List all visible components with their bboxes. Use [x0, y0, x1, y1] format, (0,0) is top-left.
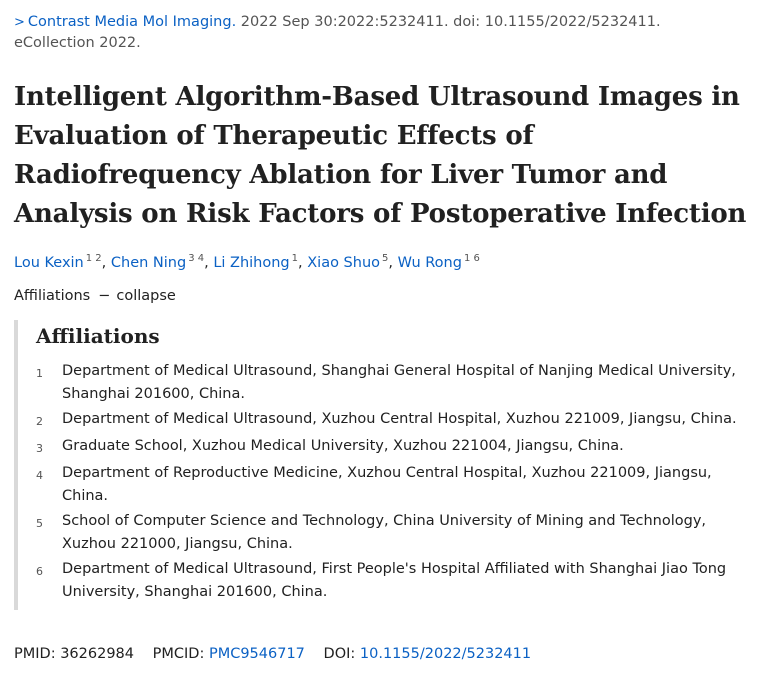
affiliation-number: 3	[36, 442, 43, 455]
affiliation-number: 1	[36, 367, 43, 380]
affiliation-text: Department of Medical Ultrasound, First People's Hospital Affiliated with Shanghai Jiao Tong University, Shanghai 201600, China.	[62, 561, 727, 600]
affiliation-item	[36, 462, 750, 508]
ecollection: eCollection 2022.	[14, 35, 141, 51]
chevron-right-icon: >	[14, 15, 25, 30]
affiliations-toggle-label: Affiliations	[14, 288, 91, 304]
author-link[interactable]: Chen Ning	[110, 255, 187, 271]
pmcid-label: PMCID:	[152, 646, 205, 662]
pmcid-link[interactable]: PMC9546717	[208, 646, 305, 662]
author-link[interactable]: Xiao Shuo	[307, 255, 381, 271]
author-list: Lou Kexin $^{1 2}$, Chen Ning $^{3 4}$, Li Zhihong $^1$, Xiao Shuo $^5$, Wu Rong $^{1 6}$	[14, 253, 480, 271]
affiliations-panel	[14, 320, 750, 610]
citation-details: 2022 Sep 30:2022:5232411. doi: 10.1155/2022/5232411.	[236, 14, 661, 30]
affiliation-number: 6	[36, 565, 43, 578]
affiliations-toggle[interactable]	[14, 288, 750, 304]
citation	[14, 12, 750, 54]
affiliation-number: 5	[36, 517, 43, 530]
doi-label: DOI:	[323, 646, 356, 662]
author-affiliation-ref[interactable]: 3 4	[188, 253, 205, 264]
author-link[interactable]: Li Zhihong	[213, 255, 290, 271]
affiliation-text: Department of Reproductive Medicine, Xuzhou Central Hospital, Xuzhou 221009, Jiangsu, China.	[62, 465, 712, 504]
collapse-link[interactable]: collapse	[116, 288, 176, 304]
journal-link[interactable]: Contrast Media Mol Imaging.	[27, 14, 237, 30]
author-link[interactable]: Wu Rong	[397, 255, 462, 271]
affiliation-text: Department of Medical Ultrasound, Shanghai General Hospital of Nanjing Medical University, Shanghai 201600, China.	[62, 363, 736, 402]
author-affiliation-ref[interactable]: 1 6	[463, 253, 480, 264]
author-affiliation-ref[interactable]: 1 2	[85, 253, 102, 264]
doi-link[interactable]: 10.1155/2022/5232411	[359, 646, 532, 662]
article-title: Intelligent Algorithm-Based Ultrasound Images in Evaluation of Therapeutic Effects of Radiofrequency Ablation for Liver Tumor and Analysis on Risk Factors of Postoperative Infection	[14, 82, 747, 229]
pmid-value: 36262984	[60, 646, 135, 662]
affiliation-item	[36, 408, 750, 433]
affiliation-item	[36, 360, 750, 406]
pmid-label: PMID:	[14, 646, 56, 662]
affiliation-number: 2	[36, 415, 43, 428]
article-identifiers	[14, 646, 750, 662]
author-affiliation-ref[interactable]: 1	[291, 253, 299, 264]
affiliation-item	[36, 435, 750, 460]
affiliation-text: School of Computer Science and Technology, China University of Mining and Technology, Xuzhou 221000, Jiangsu, China.	[62, 513, 707, 552]
affiliation-number: 4	[36, 469, 43, 482]
affiliations-heading: Affiliations	[36, 324, 160, 348]
affiliation-item	[36, 510, 750, 556]
author-affiliation-ref[interactable]: 5	[382, 253, 389, 264]
collapse-dash-icon: −	[98, 288, 111, 304]
affiliation-item	[36, 558, 750, 604]
affiliation-text: Graduate School, Xuzhou Medical University, Xuzhou 221004, Jiangsu, China.	[62, 438, 624, 454]
affiliation-text: Department of Medical Ultrasound, Xuzhou Central Hospital, Xuzhou 221009, Jiangsu, China.	[62, 411, 737, 427]
author-link[interactable]: Lou Kexin	[14, 255, 84, 271]
